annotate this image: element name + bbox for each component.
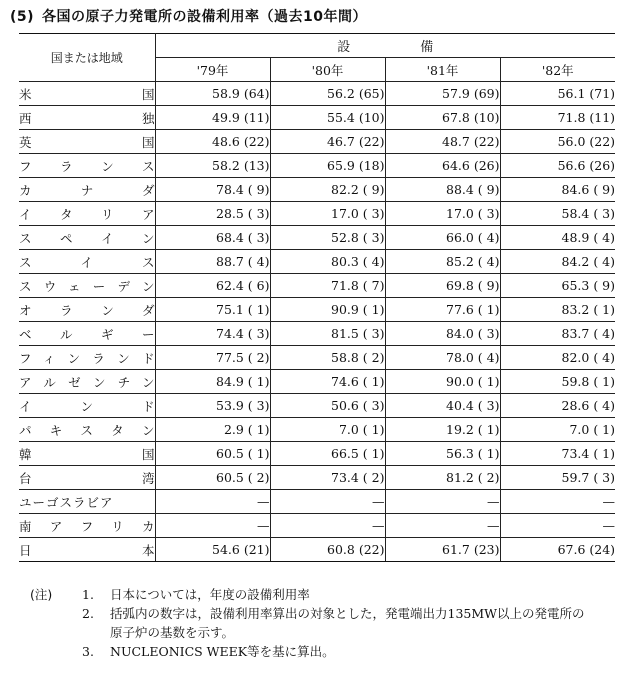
value-cell: 62.4 ( 6) <box>155 274 270 298</box>
value-cell: 58.2 (13) <box>155 154 270 178</box>
value-cell: 67.6 (24) <box>500 538 615 562</box>
value-cell: 56.3 ( 1) <box>385 442 500 466</box>
value-cell: 83.7 ( 4) <box>500 322 615 346</box>
table-row <box>19 298 615 322</box>
value-cell: 49.9 (11) <box>155 106 270 130</box>
value-cell: — <box>500 514 615 538</box>
table-row <box>19 490 615 514</box>
value-cell: 57.9 (69) <box>385 82 500 106</box>
table-header-row <box>19 34 615 58</box>
value-cell: — <box>385 490 500 514</box>
value-cell: 58.9 (64) <box>155 82 270 106</box>
value-cell: 58.4 ( 3) <box>500 202 615 226</box>
value-cell: 64.6 (26) <box>385 154 500 178</box>
table-row <box>19 394 615 418</box>
value-cell: 17.0 ( 3) <box>385 202 500 226</box>
value-cell: 78.4 ( 9) <box>155 178 270 202</box>
note-item <box>30 585 585 604</box>
value-cell: 88.4 ( 9) <box>385 178 500 202</box>
value-cell: 40.4 ( 3) <box>385 394 500 418</box>
value-cell: 81.5 ( 3) <box>270 322 385 346</box>
region-cell: スペイン <box>19 226 155 250</box>
value-cell: — <box>155 514 270 538</box>
year-header: '80年 <box>270 58 385 82</box>
region-cell: 英国 <box>19 130 155 154</box>
value-cell: 66.0 ( 4) <box>385 226 500 250</box>
table-row <box>19 178 615 202</box>
region-column-header: 国または地域 <box>19 34 155 82</box>
value-cell: 58.8 ( 2) <box>270 346 385 370</box>
value-cell: 54.6 (21) <box>155 538 270 562</box>
value-cell: 46.7 (22) <box>270 130 385 154</box>
value-cell: 84.9 ( 1) <box>155 370 270 394</box>
value-cell: 69.8 ( 9) <box>385 274 500 298</box>
table-row <box>19 130 615 154</box>
value-cell: 74.6 ( 1) <box>270 370 385 394</box>
table-body <box>19 82 615 562</box>
region-cell: ユーゴスラビア <box>19 490 155 514</box>
value-cell: — <box>155 490 270 514</box>
value-cell: — <box>500 490 615 514</box>
value-cell: 77.6 ( 1) <box>385 298 500 322</box>
group-header-char-1: 設 <box>337 40 351 55</box>
region-cell: 南アフリカ <box>19 514 155 538</box>
value-cell: 56.1 (71) <box>500 82 615 106</box>
value-cell: — <box>385 514 500 538</box>
title-text: 各国の原子力発電所の設備利用率（過去10年間） <box>42 9 368 25</box>
value-cell: 66.5 ( 1) <box>270 442 385 466</box>
page-title <box>10 6 367 26</box>
table-row <box>19 274 615 298</box>
table-row <box>19 370 615 394</box>
value-cell: 88.7 ( 4) <box>155 250 270 274</box>
value-cell: 90.0 ( 1) <box>385 370 500 394</box>
value-cell: 77.5 ( 2) <box>155 346 270 370</box>
value-cell: 2.9 ( 1) <box>155 418 270 442</box>
table-row <box>19 202 615 226</box>
value-cell: 65.3 ( 9) <box>500 274 615 298</box>
group-header-char-2: 備 <box>420 40 434 55</box>
region-cell: オランダ <box>19 298 155 322</box>
table-row <box>19 154 615 178</box>
table-row <box>19 82 615 106</box>
value-cell: 68.4 ( 3) <box>155 226 270 250</box>
region-cell: イタリア <box>19 202 155 226</box>
note-number: 2. <box>82 606 94 621</box>
region-cell: スイス <box>19 250 155 274</box>
value-cell: 80.3 ( 4) <box>270 250 385 274</box>
note-text: 原子炉の基数を示す。 <box>110 625 235 640</box>
capacity-factor-table <box>19 33 615 562</box>
region-cell: フィンランド <box>19 346 155 370</box>
table-row <box>19 538 615 562</box>
value-cell: 55.4 (10) <box>270 106 385 130</box>
table-row <box>19 466 615 490</box>
table-row <box>19 442 615 466</box>
value-cell: 56.0 (22) <box>500 130 615 154</box>
value-cell: 28.5 ( 3) <box>155 202 270 226</box>
value-cell: 73.4 ( 1) <box>500 442 615 466</box>
value-cell: 84.0 ( 3) <box>385 322 500 346</box>
region-cell: ベルギー <box>19 322 155 346</box>
value-cell: 71.8 ( 7) <box>270 274 385 298</box>
note-item <box>30 642 585 661</box>
value-cell: 60.5 ( 2) <box>155 466 270 490</box>
note-text: NUCLEONICS WEEK等を基に算出。 <box>110 644 335 659</box>
year-header: '79年 <box>155 58 270 82</box>
value-cell: 85.2 ( 4) <box>385 250 500 274</box>
notes <box>30 585 585 661</box>
value-cell: 59.8 ( 1) <box>500 370 615 394</box>
region-cell: 台湾 <box>19 466 155 490</box>
note-number: 3. <box>82 644 94 659</box>
value-cell: 59.7 ( 3) <box>500 466 615 490</box>
value-cell: 48.9 ( 4) <box>500 226 615 250</box>
region-cell: 西独 <box>19 106 155 130</box>
value-cell: 81.2 ( 2) <box>385 466 500 490</box>
value-cell: 84.2 ( 4) <box>500 250 615 274</box>
region-cell: スウェーデン <box>19 274 155 298</box>
table-row <box>19 250 615 274</box>
region-cell: カナダ <box>19 178 155 202</box>
region-cell: 日本 <box>19 538 155 562</box>
table-row <box>19 514 615 538</box>
value-cell: 17.0 ( 3) <box>270 202 385 226</box>
value-cell: 56.2 (65) <box>270 82 385 106</box>
value-cell: 71.8 (11) <box>500 106 615 130</box>
value-cell: 60.5 ( 1) <box>155 442 270 466</box>
value-cell: 50.6 ( 3) <box>270 394 385 418</box>
table-row <box>19 106 615 130</box>
group-header <box>155 34 615 58</box>
note-continuation <box>30 623 585 642</box>
value-cell: 48.6 (22) <box>155 130 270 154</box>
value-cell: 61.7 (23) <box>385 538 500 562</box>
value-cell: 52.8 ( 3) <box>270 226 385 250</box>
value-cell: 48.7 (22) <box>385 130 500 154</box>
value-cell: 75.1 ( 1) <box>155 298 270 322</box>
value-cell: 53.9 ( 3) <box>155 394 270 418</box>
notes-label: (注) <box>30 587 53 602</box>
region-cell: インド <box>19 394 155 418</box>
section-number: (5) <box>10 9 35 25</box>
value-cell: — <box>270 490 385 514</box>
value-cell: 65.9 (18) <box>270 154 385 178</box>
value-cell: 60.8 (22) <box>270 538 385 562</box>
value-cell: 28.6 ( 4) <box>500 394 615 418</box>
note-text: 括弧内の数字は，設備利用率算出の対象とした，発電端出力135MW以上の発電所の <box>110 606 585 621</box>
note-text: 日本については，年度の設備利用率 <box>110 587 310 602</box>
value-cell: 84.6 ( 9) <box>500 178 615 202</box>
year-header: '82年 <box>500 58 615 82</box>
region-cell: フランス <box>19 154 155 178</box>
value-cell: 74.4 ( 3) <box>155 322 270 346</box>
value-cell: 82.2 ( 9) <box>270 178 385 202</box>
region-cell: パキスタン <box>19 418 155 442</box>
value-cell: 78.0 ( 4) <box>385 346 500 370</box>
note-number: 1. <box>82 587 94 602</box>
note-item <box>30 604 585 623</box>
value-cell: 73.4 ( 2) <box>270 466 385 490</box>
value-cell: 7.0 ( 1) <box>500 418 615 442</box>
value-cell: 7.0 ( 1) <box>270 418 385 442</box>
value-cell: 82.0 ( 4) <box>500 346 615 370</box>
region-cell: アルゼンチン <box>19 370 155 394</box>
table-row <box>19 226 615 250</box>
region-cell: 韓国 <box>19 442 155 466</box>
value-cell: — <box>270 514 385 538</box>
value-cell: 19.2 ( 1) <box>385 418 500 442</box>
year-header: '81年 <box>385 58 500 82</box>
table-row <box>19 322 615 346</box>
table-row <box>19 418 615 442</box>
value-cell: 67.8 (10) <box>385 106 500 130</box>
value-cell: 83.2 ( 1) <box>500 298 615 322</box>
region-cell: 米国 <box>19 82 155 106</box>
value-cell: 56.6 (26) <box>500 154 615 178</box>
table-row <box>19 346 615 370</box>
value-cell: 90.9 ( 1) <box>270 298 385 322</box>
